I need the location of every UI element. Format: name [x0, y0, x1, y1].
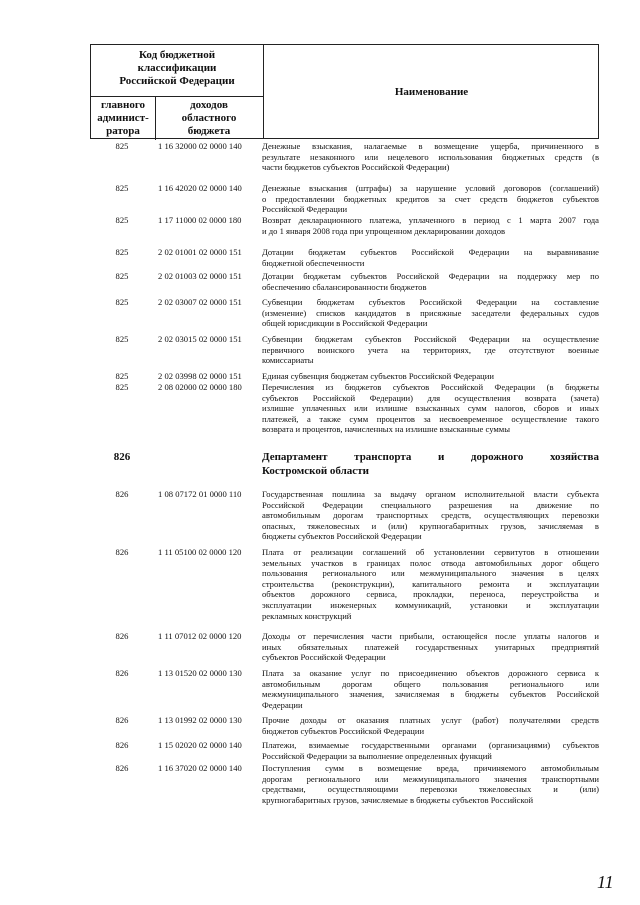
name-line: Федерации [262, 699, 303, 710]
name-line: опасных, тяжеловесных и (или) крупногабаритных грузов, зачисляемая в [262, 520, 599, 531]
name-line: строительства (реконструкции), капитального ремонта и эксплуатации [262, 578, 599, 589]
name-cell [262, 247, 599, 268]
name-line: Перечисления из бюджетов субъектов Российской Федерации (в бюджеты [262, 382, 599, 392]
name-line: автомобильным дорогам общего пользования регионального или [262, 678, 599, 689]
budget-code-cell: 1 16 42020 02 0000 140 [158, 183, 242, 193]
name-line: платежей, а также сумм процентов за несвоевременное осуществление такого [262, 413, 599, 424]
name-line: иных обязательных платежей государственных унитарных предприятий [262, 641, 599, 652]
name-line: Денежные взыскания, налагаемые в возмещение ущерба, причиненного в [262, 141, 599, 151]
name-line: Доходы от перечисления части прибыли, остающейся после уплаты налогов и [262, 631, 599, 641]
budget-code-cell: 2 02 01003 02 0000 151 [158, 271, 242, 281]
budget-code-cell: 1 11 07012 02 0000 120 [158, 631, 242, 641]
name-cell [262, 371, 599, 382]
name-cell [262, 215, 599, 236]
admin-code-cell: 826 [115, 547, 129, 557]
name-line: пользования регионального или межмуниципального значения в целях [262, 568, 599, 579]
name-line: дорогам регионального или межмуниципального значения транспортными [262, 773, 599, 784]
name-line: Плата за оказание услуг по присоединению объектов дорожного сервиса к [262, 668, 599, 678]
header-line: главного [100, 99, 146, 111]
header-col-admin [91, 99, 155, 138]
header-line: доходов [190, 99, 228, 111]
header-line: областного [181, 112, 237, 124]
budget-code-cell: 1 13 01992 02 0000 130 [158, 715, 242, 725]
name-line: комиссариаты [262, 355, 314, 366]
name-cell [262, 547, 599, 621]
name-line: субъектов Российской Федерации) для осуществления возврата (зачета) [262, 392, 599, 403]
name-line: общей юрисдикции в Российской Федерации [262, 318, 428, 329]
name-line: автомобильным дорогам транспортных средств, осуществляющих перевозки [262, 510, 599, 521]
admin-code-cell: 825 [115, 334, 129, 344]
admin-code-cell: 826 [115, 763, 129, 773]
budget-code-cell: 2 08 02000 02 0000 180 [158, 382, 242, 392]
budget-code-cell: 1 11 05100 02 0000 120 [158, 547, 242, 557]
admin-code-cell: 826 [115, 668, 129, 678]
admin-code-cell: 826 [115, 631, 129, 641]
admin-code-cell: 825 [115, 382, 129, 392]
name-line: Денежные взыскания (штрафы) за нарушение условий договоров (соглашений) [262, 183, 599, 193]
admin-code-cell: 826 [113, 451, 131, 463]
admin-code-cell: 825 [115, 247, 129, 257]
header-line: Российской Федерации [119, 75, 235, 87]
name-line: Дотации бюджетам субъектов Российской Федерации на выравнивание [262, 247, 599, 257]
budget-code-cell: 1 16 37020 02 0000 140 [158, 763, 242, 773]
name-cell [262, 141, 599, 173]
name-line: бюджетной обеспеченности [262, 257, 365, 268]
name-line: Поступления сумм в возмещение вреда, причиняемого автомобильным [262, 763, 599, 773]
name-line: Государственная пошлина за выдачу органом исполнительной власти субъекта [262, 489, 599, 499]
budget-code-cell: 1 15 02020 02 0000 140 [158, 740, 242, 750]
header-col-code [155, 99, 263, 138]
name-line: части бюджетов субъектов Российской Федерации) [262, 162, 450, 173]
name-cell [262, 489, 599, 542]
admin-code-cell: 826 [115, 489, 129, 499]
name-line: Субвенции бюджетам субъектов Российской Федерации на составление [262, 297, 599, 307]
name-line: Российской Федерации специального разрешения на движение по [262, 499, 599, 510]
name-line: средствами, осуществляющими перевозки тяжеловесных и (или) [262, 784, 599, 795]
admin-code-cell: 825 [115, 183, 129, 193]
name-line: бюджетов субъектов Российской Федерации [262, 725, 425, 736]
name-line: первичного воинского учета на территориях, где отсутствуют военные [262, 344, 599, 355]
name-line: субъектов Российской Федерации [262, 652, 386, 663]
budget-code-cell: 1 17 11000 02 0000 180 [158, 215, 242, 225]
name-line: Единая субвенция бюджетам субъектов Российской Федерации [262, 371, 494, 381]
name-line: о предоставлении бюджетных кредитов за счет средств бюджетов субъектов [262, 193, 599, 204]
name-line: Департамент транспорта и дорожного хозяйства [262, 451, 599, 463]
budget-code-cell: 2 02 03007 02 0000 151 [158, 297, 242, 307]
name-line: возврата и процентов, начисленных на излишне взысканные суммы [262, 424, 511, 435]
name-cell [262, 382, 599, 435]
page-number: 11 [597, 872, 614, 892]
budget-code-cell: 2 02 03015 02 0000 151 [158, 334, 242, 344]
admin-code-cell: 826 [115, 740, 129, 750]
name-cell [262, 450, 599, 478]
budget-code-cell: 1 13 01520 02 0000 130 [158, 668, 242, 678]
name-cell [262, 297, 599, 329]
name-line: излишне уплаченных или излишне взысканных сумм налогов, сборов и иных [262, 403, 599, 414]
header-divider [91, 96, 263, 97]
admin-code-cell: 825 [115, 297, 129, 307]
budget-code-cell: 1 16 32000 02 0000 140 [158, 141, 242, 151]
header-line: админист- [97, 112, 149, 124]
name-line: и до 1 января 2008 года при упрощенном декларировании доходов [262, 225, 506, 236]
name-line: Российской Федерации [262, 204, 348, 215]
admin-code-cell: 825 [115, 215, 129, 225]
name-line: Платежи, взимаемые государственными органами (организациями) субъектов [262, 740, 599, 750]
admin-code-cell: 825 [115, 271, 129, 281]
table-header [90, 44, 599, 139]
name-cell [262, 668, 599, 710]
header-line: ратора [106, 125, 140, 137]
name-line: Дотации бюджетам субъектов Российской Федерации на поддержку мер по [262, 271, 599, 281]
name-line: Субвенции бюджетам субъектов Российской Федерации на осуществление [262, 334, 599, 344]
header-line: бюджета [187, 125, 231, 137]
name-cell [262, 271, 599, 292]
name-line: (изменение) списков кандидатов в присяжные заседатели федеральных судов [262, 307, 599, 318]
header-group-title [91, 49, 263, 88]
name-line: обеспечению сбалансированности бюджетов [262, 281, 427, 292]
admin-code-cell: 825 [115, 141, 129, 151]
name-line: земельных участков в границах полос отвода автомобильных дорог общего [262, 557, 599, 568]
name-cell [262, 334, 599, 366]
name-line: Прочие доходы от оказания платных услуг (работ) получателями средств [262, 715, 599, 725]
header-line: Код бюджетной [138, 49, 216, 61]
name-line: крупногабаритных грузов, зачисляемые в бюджеты субъектов Российской [262, 794, 534, 805]
name-cell [262, 631, 599, 663]
admin-code-cell: 826 [115, 715, 129, 725]
name-cell [262, 183, 599, 215]
name-line: рекламных конструкций [262, 610, 352, 621]
name-line: межмуниципального значения, зачисляемая в бюджеты субъектов Российской [262, 689, 599, 700]
admin-code-cell: 825 [115, 371, 129, 381]
name-cell [262, 740, 599, 761]
budget-code-cell: 2 02 01001 02 0000 151 [158, 247, 242, 257]
name-line: бюджеты субъектов Российской Федерации [262, 531, 422, 542]
name-line: Российской Федерации за выполнение определенных функций [262, 750, 492, 761]
header-line: классификации [137, 62, 217, 74]
name-line: эксплуатации инженерных коммуникаций, установки и эксплуатации [262, 599, 599, 610]
budget-code-cell: 1 08 07172 01 0000 110 [158, 489, 242, 499]
name-cell [262, 763, 599, 805]
name-line: объектов дорожного сервиса, прокладки, переноса, переустройства и [262, 589, 599, 600]
header-col-name: Наименование [394, 86, 469, 98]
name-line: Возврат декларационного платежа, уплаченного в период с 1 марта 2007 года [262, 215, 599, 225]
budget-code-cell: 2 02 03998 02 0000 151 [158, 371, 242, 381]
name-cell [262, 715, 599, 736]
name-line: Костромской области [262, 465, 369, 477]
name-line: Плата от реализации соглашений об установлении сервитутов в отношении [262, 547, 599, 557]
name-line: результате незаконного или нецелевого использования бюджетных средств (в [262, 151, 599, 162]
